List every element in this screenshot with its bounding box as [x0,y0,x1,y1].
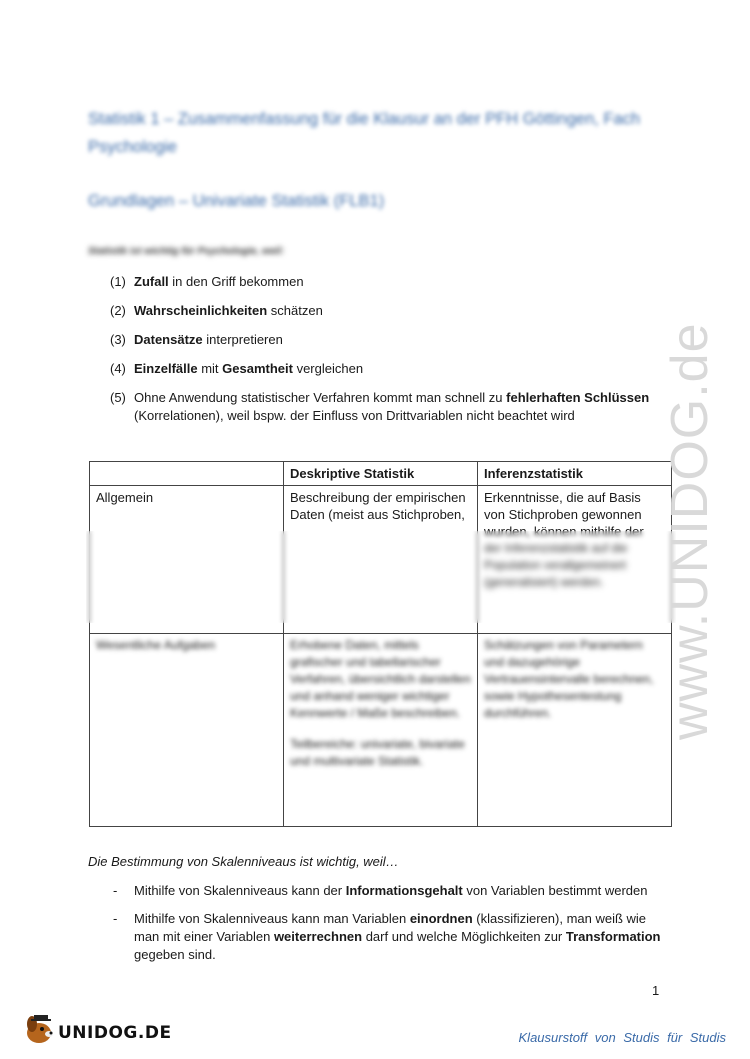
table-cell: Schätzungen von Parametern und dazugehörige Vertrauensintervalle berechnen, sowie Hypothesentestung durchführen. [478,634,672,827]
list-item: (1) Zufall in den Griff bekommen [110,274,304,289]
list-item: (3) Datensätze interpretieren [110,332,283,347]
table-header: Deskriptive Statistik [284,462,478,486]
list-item: - Mithilfe von Skalenniveaus kann der Informationsgehalt von Variablen bestimmt werden [113,883,648,898]
row-label: Allgemein [90,486,284,634]
table-cell: Erkenntnisse, die auf Basis von Stichproben gewonnen wurden, können mithilfe der der Inferenzstatistik auf die Population verallgemeinert (generalisiert) werden. [478,486,672,634]
logo-text: UNIDOG.DE [58,1023,172,1043]
list-item: (5) Ohne Anwendung statistischer Verfahren kommt man schnell zu fehlerhaften Schlüssen (Korrelationen), weil bspw. der Einfluss von Drittvariablen nicht beachtet wird [110,390,650,423]
section-heading: Grundlagen – Univariate Statistik (FLB1) [88,192,385,210]
watermark: www.UNIDOG.de [661,322,719,740]
list-item: (2) Wahrscheinlichkeiten schätzen [110,303,323,318]
table-cell: Beschreibung der empirischen Daten (meist aus Stichproben, [284,486,478,634]
table-row [90,634,672,827]
dog-icon [22,1011,62,1047]
document-title: Statistik 1 – Zusammenfassung für die Klausur an der PFH Göttingen, Fach Psychologie [88,110,641,156]
page-number: 1 [652,983,660,998]
comparison-table [89,461,672,827]
intro-line: Statistik ist wichtig für Psychologie, weil: [88,246,285,257]
list-item: - Mithilfe von Skalenniveaus kann man Variablen einordnen (klassifizieren), man weiß wie man mit einer Variablen weiterrechnen darf und welche Möglichkeiten zur Transformation gegeben sind. [113,911,661,962]
scale-intro: Die Bestimmung von Skalenniveaus ist wichtig, weil… [88,854,399,869]
table-header [90,462,284,486]
footer-note: Klausurstoff von Studis für Studis [518,1030,726,1045]
table-cell: Wesentliche Aufgaben [90,634,284,827]
blur-overlay [86,531,676,623]
list-item: (4) Einzelfälle mit Gesamtheit vergleichen [110,361,364,376]
unidog-logo [22,1011,172,1047]
table-header: Inferenzstatistik [478,462,672,486]
reasons-list [110,273,680,436]
table-cell: Erhobene Daten, mittels grafischer und tabellarischer Verfahren, übersichtlich darstellen und anhand weniger wichtiger Kennwerte / Maße beschreiben. Teilbereiche: univariate, bivariate und multivariate Statistik. [284,634,478,827]
scale-list [113,882,663,974]
